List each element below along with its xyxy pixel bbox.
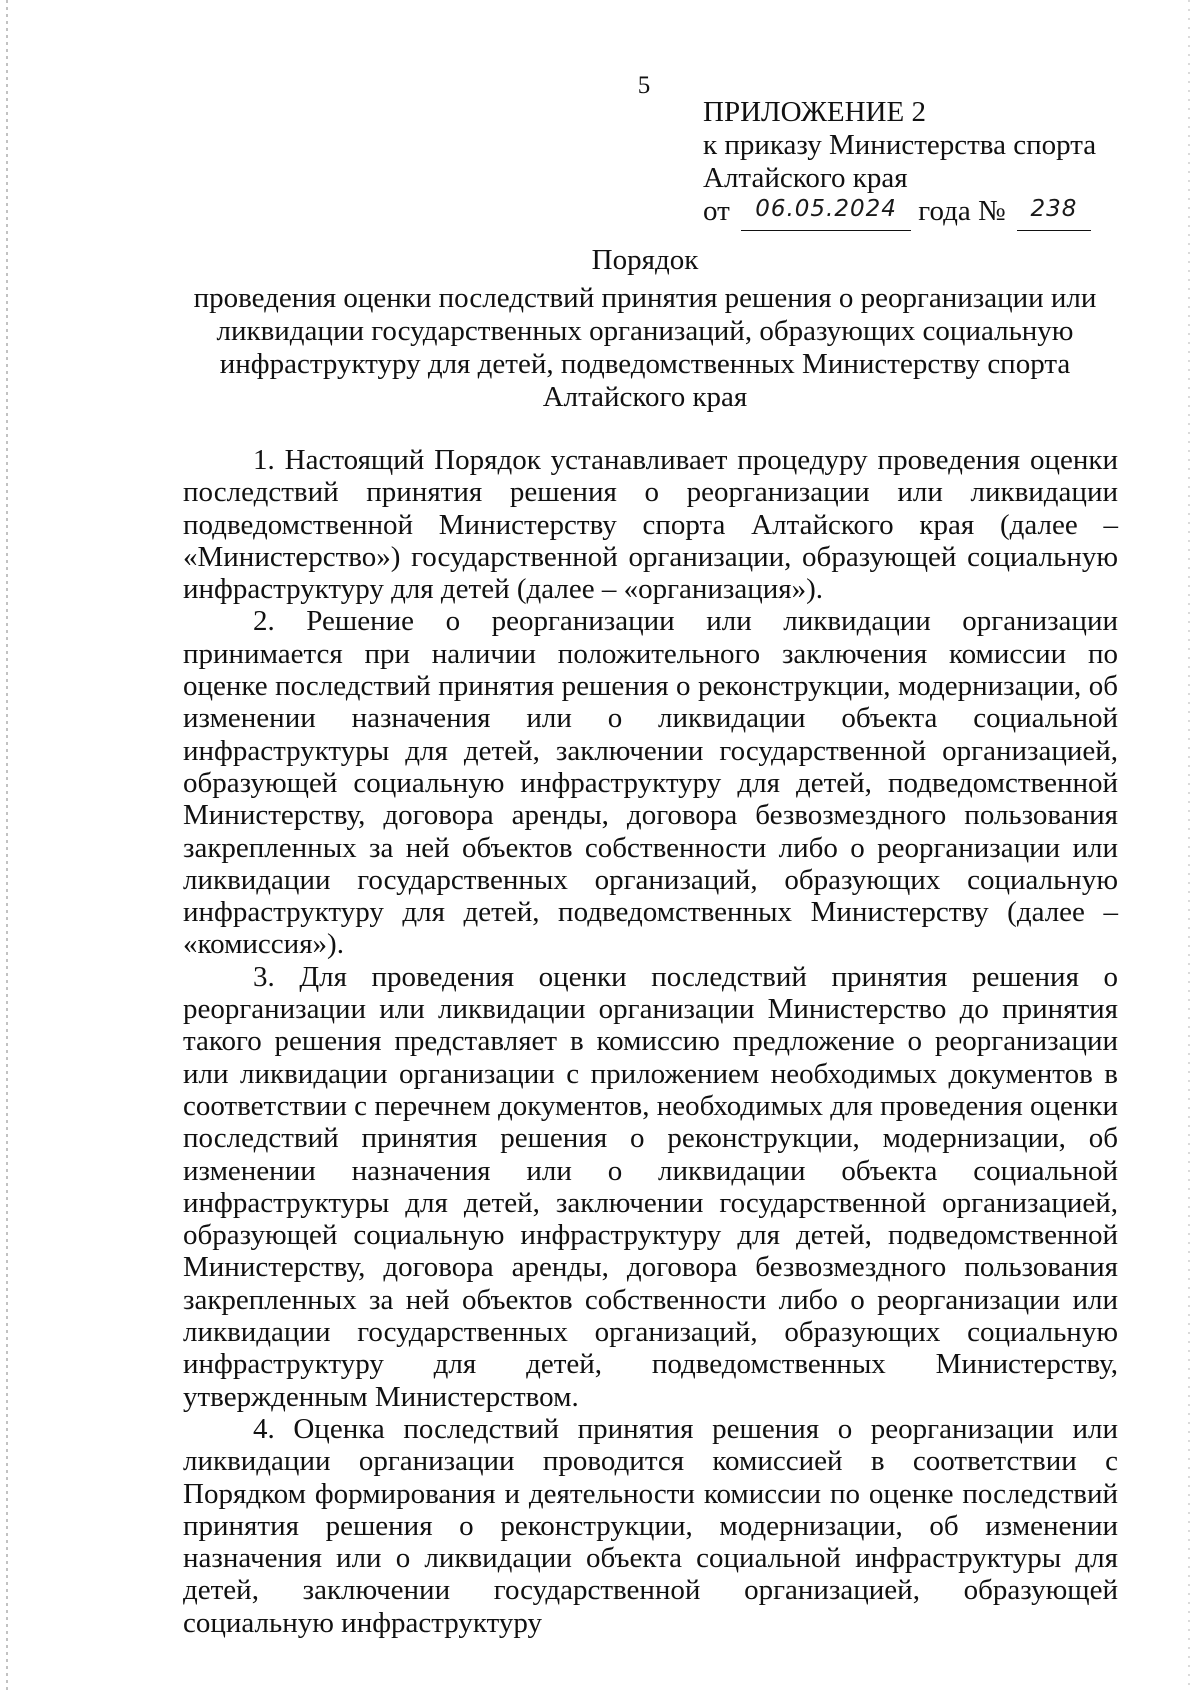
- scan-right-edge: [1188, 0, 1190, 1690]
- paragraph-1: 1. Настоящий Порядок устанавливает процедуру проведения оценки последствий принятия решения о реорганизации или ликвидации подведомственной Министерству спорта Алтайского края (далее – «Министерство») государственной организации, образующей социальную инфраструктуру для детей (далее – «организация»).: [183, 444, 1118, 606]
- number-label: года №: [918, 195, 1006, 227]
- appendix-block: [703, 96, 1173, 231]
- document-title-block: [170, 244, 1120, 414]
- paragraph-4: 4. Оценка последствий принятия решения о реорганизации или ликвидации организации проводится комиссией в соответствии с Порядком формирования и деятельности комиссии по оценке последствий принятия решения о реконструкции, модернизации, об изменении назначения или о ликвидации объекта социальной инфраструктуры для детей, заключении государственной организацией, образующей социальную инфраструктуру: [183, 1412, 1118, 1639]
- date-prefix: от: [703, 195, 730, 227]
- document-body: [183, 444, 1118, 1639]
- appendix-heading: ПРИЛОЖЕНИЕ 2: [703, 96, 926, 128]
- date-blank: [741, 195, 911, 231]
- number-blank: [1017, 195, 1091, 231]
- paragraph-2: 2. Решение о реорганизации или ликвидации организации принимается при наличии положительного заключения комиссии по оценке последствий принятия решения о реконструкции, модернизации, об изменении назначения или о ликвидации объекта социальной инфраструктуры для детей, заключении государственной организацией, образующей социальную инфраструктуру для детей, подведомственной Министерству, договора аренды, договора безвозмездного пользования закрепленных за ней объектов собственности либо о реорганизации или ликвидации государственных организаций, образующих социальную инфраструктуру для детей, подведомственных Министерству (далее – «комиссия»).: [183, 605, 1118, 961]
- scan-left-edge: [6, 0, 8, 1690]
- appendix-date-line: [703, 195, 1173, 231]
- handwritten-date: 06.05.2024: [755, 196, 897, 222]
- handwritten-number: 238: [1030, 196, 1078, 222]
- page-number: 5: [637, 72, 651, 99]
- appendix-line-2: Алтайского края: [703, 162, 908, 194]
- document-title: Порядок: [591, 244, 699, 276]
- appendix-line-1: к приказу Министерства спорта: [703, 129, 1097, 161]
- paragraph-3: 3. Для проведения оценки последствий принятия решения о реорганизации или ликвидации организации Министерство до принятия такого решения представляет в комиссию предложение о реорганизации или ликвидации организации с приложением необходимых документов в соответствии с перечнем документов, необходимых для проведения оценки последствий принятия решения о реконструкции, модернизации, об изменении назначения или о ликвидации объекта социальной инфраструктуры для детей, заключении государственной организацией, образующей социальную инфраструктуру для детей, подведомственной Министерству, договора аренды, договора безвозмездного пользования закрепленных за ней объектов собственности либо о реорганизации или ликвидации государственных организаций, образующих социальную инфраструктуру для детей, подведомственных Министерству, утвержденным Министерством.: [183, 960, 1118, 1413]
- document-subtitle: проведения оценки последствий принятия решения о реорганизации или ликвидации государственных организаций, образующих социальную инфраструктуру для детей, подведомственных Министерству спорта Алтайского края: [193, 282, 1097, 413]
